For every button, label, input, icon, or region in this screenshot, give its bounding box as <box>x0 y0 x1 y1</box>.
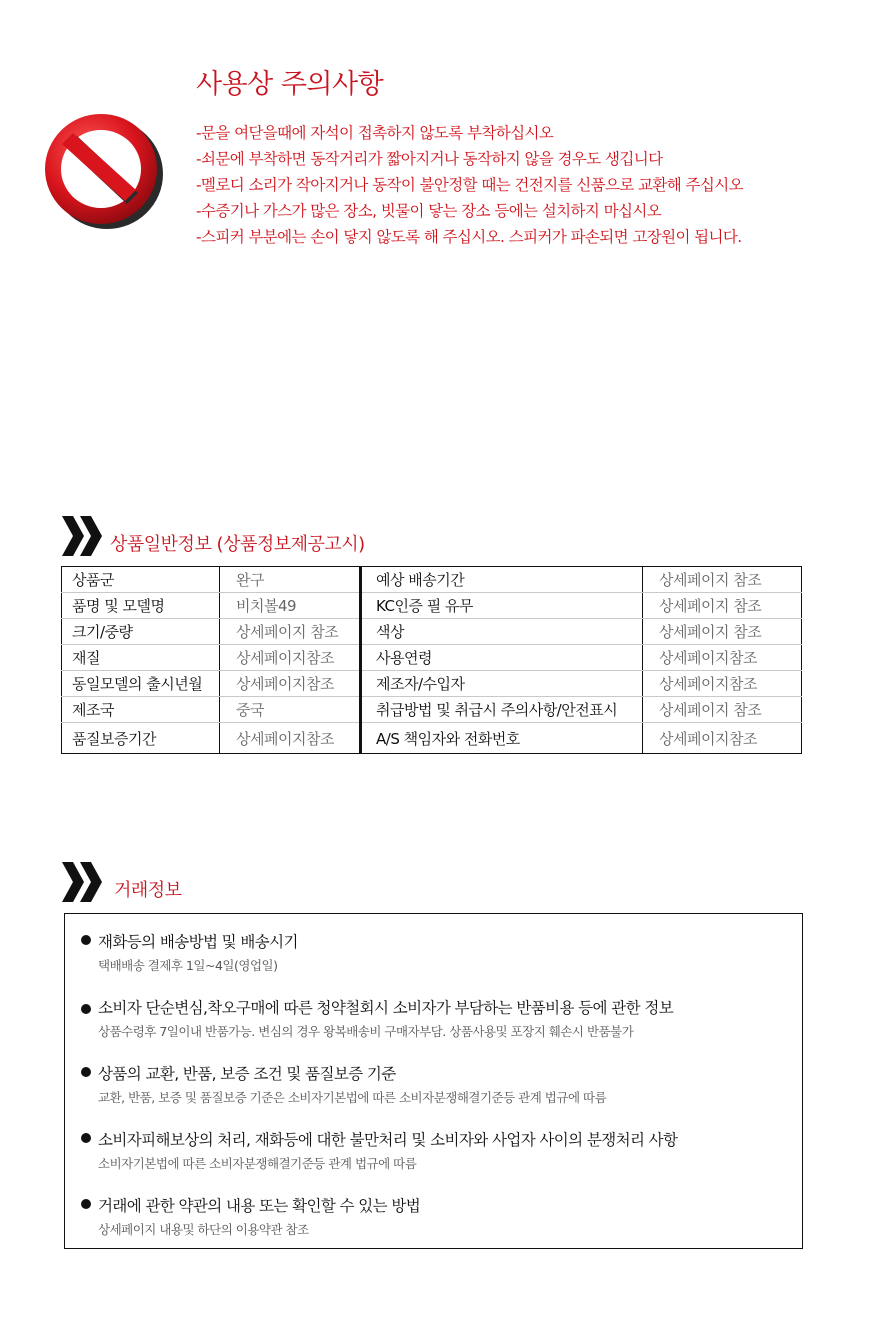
info-value: 상세페이지 참조 <box>643 593 802 619</box>
double-chevron-icon <box>62 862 104 902</box>
double-chevron-icon <box>62 516 104 556</box>
info-label: 동일모델의 출시년월 <box>62 671 220 697</box>
prohibition-icon <box>40 110 166 232</box>
info-label: 사용연령 <box>361 645 643 671</box>
info-value: 상세페이지참조 <box>220 645 361 671</box>
info-label: 품질보증기간 <box>62 723 220 754</box>
trade-info-box <box>64 913 803 1249</box>
caution-item: -문을 여닫을때에 자석이 접촉하지 않도록 부착하십시오 <box>196 124 554 142</box>
info-value: 상세페이지참조 <box>220 671 361 697</box>
caution-item: -멜로디 소리가 작아지거나 동작이 불안정할 때는 건전지를 신품으로 교환해 주십시오 <box>196 176 743 194</box>
caution-title: 사용상 주의사항 <box>196 69 384 100</box>
info-value: 중국 <box>220 697 361 723</box>
info-value: 비치볼49 <box>220 593 361 619</box>
info-label: A/S 책임자와 전화번호 <box>361 723 643 754</box>
caution-item: -스피커 부분에는 손이 닿지 않도록 해 주십시오. 스피커가 파손되면 고장원이 됩니다. <box>196 228 742 246</box>
info-label: 제조국 <box>62 697 220 723</box>
caution-list <box>196 120 743 250</box>
info-label: 색상 <box>361 619 643 645</box>
info-label: 제조자/수입자 <box>361 671 643 697</box>
table-row <box>62 567 802 593</box>
trade-item-title: 상품의 교환, 반품, 보증 조건 및 품질보증 기준 <box>98 1065 396 1083</box>
table-row <box>62 697 802 723</box>
info-value: 상세페이지 참조 <box>643 567 802 593</box>
trade-info-title: 거래정보 <box>114 880 182 901</box>
trade-info-header <box>62 862 182 902</box>
info-label: 품명 및 모델명 <box>62 593 220 619</box>
bullet-icon <box>81 935 91 945</box>
caution-item: -수증기나 가스가 많은 장소, 빗물이 닿는 장소 등에는 설치하지 마십시오 <box>196 202 662 220</box>
trade-item-desc: 소비자기본법에 따른 소비자분쟁해결기준등 관계 법규에 따름 <box>98 1156 417 1171</box>
info-value: 상세페이지 참조 <box>220 619 361 645</box>
info-value: 완구 <box>220 567 361 593</box>
table-row <box>62 619 802 645</box>
info-value: 상세페이지 참조 <box>643 619 802 645</box>
info-label: KC인증 필 유무 <box>361 593 643 619</box>
bullet-icon <box>81 1199 91 1209</box>
trade-item-desc: 교환, 반품, 보증 및 품질보증 기준은 소비자기본법에 따른 소비자분쟁해결기준등 관계 법규에 따름 <box>98 1090 607 1105</box>
info-value: 상세페이지참조 <box>220 723 361 754</box>
trade-item-title: 거래에 관한 약관의 내용 또는 확인할 수 있는 방법 <box>98 1197 421 1215</box>
info-value: 상세페이지 참조 <box>643 697 802 723</box>
product-info-table <box>61 566 802 754</box>
trade-item-title: 소비자피해보상의 처리, 재화등에 대한 불만처리 및 소비자와 사업자 사이의 분쟁처리 사항 <box>98 1131 678 1149</box>
info-value: 상세페이지참조 <box>643 645 802 671</box>
table-row <box>62 671 802 697</box>
product-info-title: 상품일반정보 (상품정보제공고시) <box>110 534 365 555</box>
bullet-icon <box>81 1067 91 1077</box>
info-label: 예상 배송기간 <box>361 567 643 593</box>
trade-item-desc: 택배배송 결제후 1일~4일(영업일) <box>98 958 278 973</box>
table-row <box>62 723 802 754</box>
info-label: 취급방법 및 취급시 주의사항/안전표시 <box>361 697 643 723</box>
bullet-icon <box>81 1133 91 1143</box>
trade-item-title: 재화등의 배송방법 및 배송시기 <box>98 933 298 951</box>
info-value: 상세페이지참조 <box>659 729 757 748</box>
caution-item: -쇠문에 부착하면 동작거리가 짧아지거나 동작하지 않을 경우도 생깁니다 <box>196 150 663 168</box>
table-row <box>62 593 802 619</box>
trade-item-desc: 상품수령후 7일이내 반품가능. 변심의 경우 왕복배송비 구매자부담. 상품사용및 포장지 훼손시 반품불가 <box>98 1024 634 1039</box>
info-label: 크기/중량 <box>62 619 220 645</box>
info-label: 상품군 <box>62 567 220 593</box>
table-row <box>62 645 802 671</box>
bullet-icon <box>81 1004 91 1014</box>
info-label: 재질 <box>62 645 220 671</box>
trade-item-desc: 상세페이지 내용및 하단의 이용약관 참조 <box>98 1222 309 1237</box>
trade-item-title: 소비자 단순변심,착오구매에 따른 청약철회시 소비자가 부담하는 반품비용 등에 관한 정보 <box>98 999 674 1017</box>
info-value: 상세페이지참조 <box>643 671 802 697</box>
product-info-header <box>62 516 365 556</box>
